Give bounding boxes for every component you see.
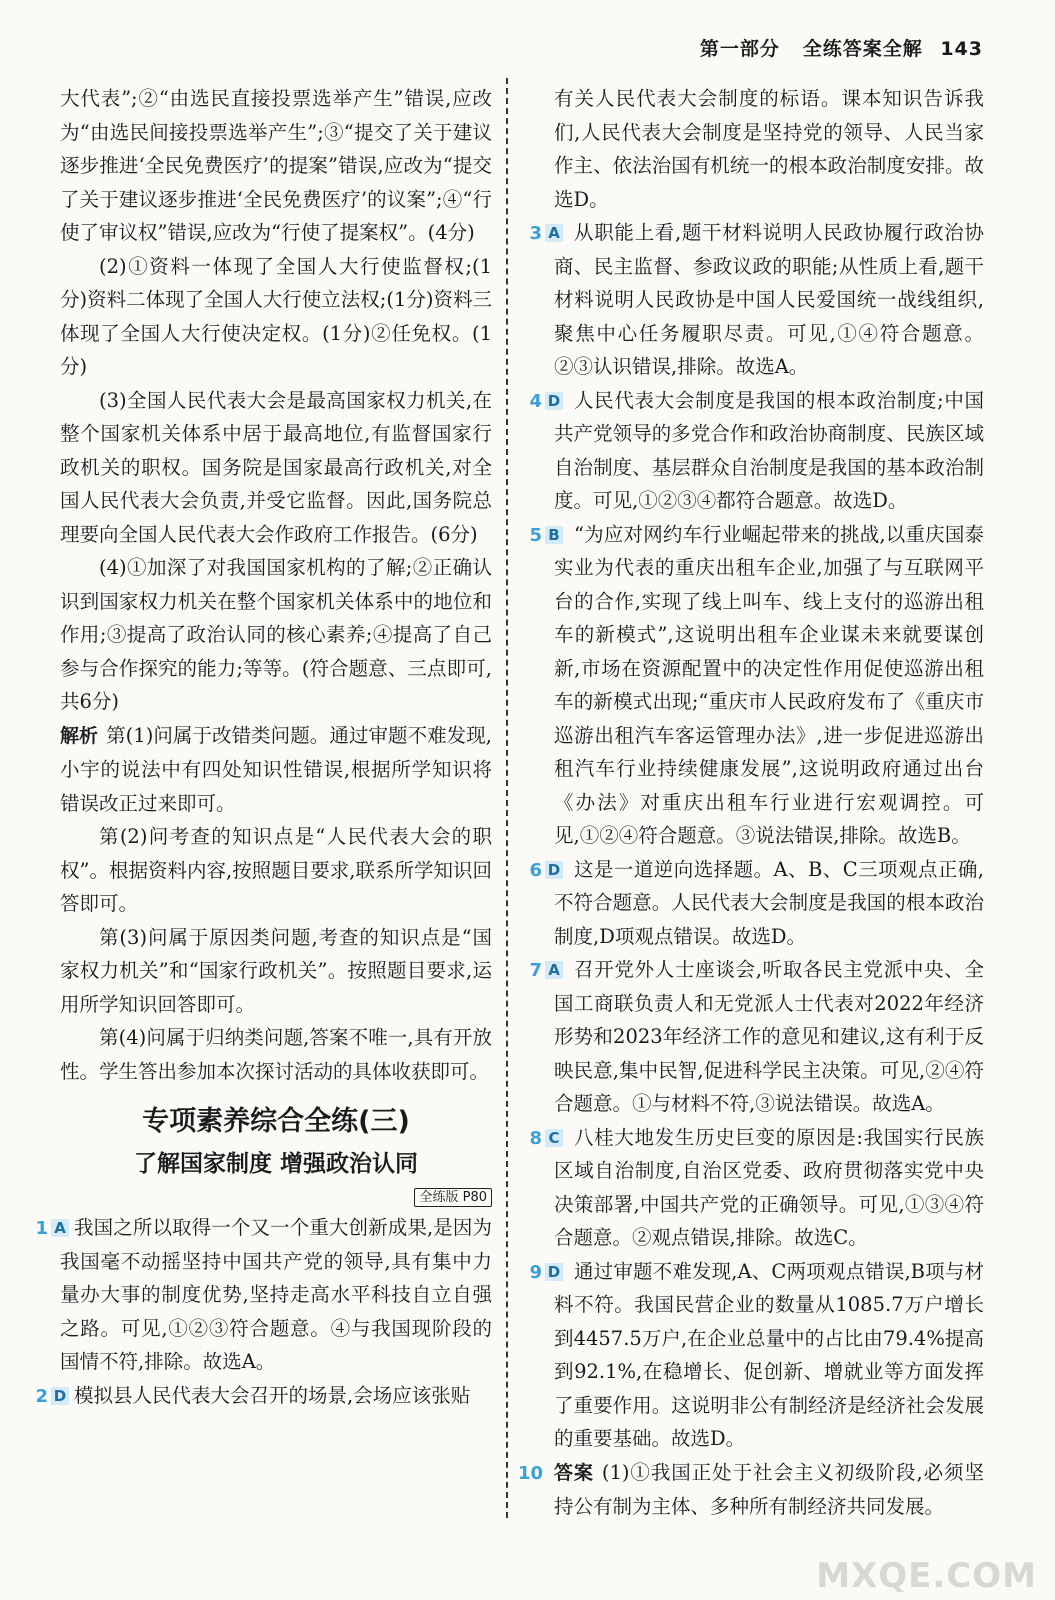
- answer-text: (1)①我国正处于社会主义初级阶段,必须坚持公有制为主体、多种所有制经济共同发展。: [554, 1460, 984, 1518]
- answer-paragraph-4: (4)①加深了对我国国家机构的了解;②正确认识到国家权力机关在整个国家机关体系中的地位和作用;③提高了政治认同的核心素养;④提高了自己参与合作探究的能力;等等。(符合题意、三点即可,共6分): [60, 556, 492, 713]
- answer-badge: C: [545, 1129, 563, 1147]
- question-text: 召开党外人士座谈会,听取各民主党派中央、全国工商联负责人和无党派人士代表对2022年经济形势和2023年经济工作的意见和建议,这有利于反映民意,集中民智,促进科学民主决策。可见,②④符合题意。①与材料不符,③说法错误。故选A。: [554, 958, 984, 1115]
- question-text: 从职能上看,题干材料说明人民政协履行政治协商、民主监督、参政议政的职能;从性质上看,题干材料说明人民政协是中国人民爱国统一战线组织,聚焦中心任务履职尽责。可见,①④符合题意。②③认识错误,排除。故选A。: [554, 221, 984, 378]
- right-column: [518, 82, 984, 1524]
- watermark: MXQE.COM: [816, 1556, 1037, 1596]
- analysis-paragraph-2: 第(2)问考查的知识点是“人民代表大会的职权”。根据资料内容,按照题目要求,联系所学知识回答即可。: [60, 825, 492, 915]
- answer-badge: D: [51, 1387, 69, 1405]
- question-3: [524, 216, 984, 384]
- analysis-paragraph-3: 第(3)问属于原因类问题,考查的知识点是“国家权力机关”和“国家行政机关”。按照题目要求,运用所学知识回答即可。: [60, 925, 492, 1016]
- answer-badge: A: [51, 1219, 69, 1237]
- question-text: 我国之所以取得一个又一个重大创新成果,是因为我国毫不动摇坚持中国共产党的领导,具有集中力量办大事的制度优势,坚持走高水平科技自立自强之路。可见,①②③符合题意。④与我国现阶段的国情不符,排除。故选A。: [60, 1216, 492, 1373]
- question-text: 这是一道逆向选择题。A、B、C三项观点正确,不符合题意。人民代表大会制度是我国的根本政治制度,D项观点错误。故选D。: [554, 857, 984, 948]
- question-5: [524, 518, 984, 853]
- analysis-label: 解析: [60, 724, 99, 747]
- header-title: 全练答案全解: [802, 38, 923, 60]
- question-number: 9: [529, 1261, 542, 1283]
- question-number: 7: [529, 960, 542, 981]
- edition-tag: 全练版 P80: [414, 1188, 492, 1207]
- column-divider: [506, 78, 508, 1518]
- question-number: 5: [529, 524, 542, 546]
- question-text: 通过审题不难发现,A、C两项观点错误,B项与材料不符。我国民营企业的数量从1085.7万户增长到4457.5万户,在企业总量中的占比由79.4%提高到92.1%,在稳增长、促创新、增就业等方面发挥了重要作用。这说明非公有制经济是经济社会发展的重要基础。故选D。: [554, 1259, 984, 1450]
- question-1: [35, 1211, 492, 1379]
- answer-badge: D: [545, 1263, 563, 1281]
- answer-badge: D: [545, 392, 563, 410]
- answer-label: 答案: [554, 1461, 594, 1484]
- section-title: 专项素养综合全练(三): [142, 1106, 410, 1137]
- page-header: [700, 34, 983, 61]
- section-subtitle: 了解国家制度 增强政治认同: [133, 1151, 418, 1177]
- analysis-paragraph-4: 第(4)问属于归纳类问题,答案不唯一,具有开放性。学生答出参加本次探讨活动的具体收获即可。: [60, 1026, 492, 1083]
- analysis-text-1: 第(1)问属于改错类问题。通过审题不难发现,小宇的说法中有四处知识性错误,根据所学知识将错误改正过来即可。: [60, 723, 492, 815]
- page-number: 143: [940, 38, 983, 60]
- question-4: [524, 384, 984, 518]
- question-6: [524, 853, 984, 954]
- question-text: 模拟县人民代表大会召开的场景,会场应该张贴: [74, 1383, 471, 1407]
- answer-paragraph-2: (2)①资料一体现了全国人大行使监督权;(1分)资料二体现了全国人大行使立法权;(1分)资料三体现了全国人大行使决定权。(1分)②任免权。(1分): [60, 254, 492, 378]
- question-8: [524, 1121, 984, 1255]
- answer-badge: A: [545, 224, 563, 242]
- question-number: 6: [529, 859, 542, 881]
- question-9: [524, 1255, 984, 1456]
- question-number: 1: [35, 1218, 48, 1239]
- question-number: 2: [35, 1385, 48, 1407]
- question-text: “为应对网约车行业崛起带来的挑战,以重庆国泰实业为代表的重庆出租车企业,加强了与互联网平台的合作,实现了线上叫车、线上支付的巡游出租车的新模式”,这说明出租车企业谋未来就要谋创新,市场在资源配置中的决定性作用促使巡游出租车的新模式出现;“重庆市人民政府发布了《重庆市巡游出租汽车客运管理办法》,进一步促进巡游出租汽车行业持续健康发展”,这说明政府通过出台《办法》对重庆出租车行业进行宏观调控。可见,①②④符合题意。③说法错误,排除。故选B。: [554, 522, 984, 847]
- answer-paragraph-3: (3)全国人民代表大会是最高国家权力机关,在整个国家机关体系中居于最高地位,有监督国家行政机关的职权。国务院是国家最高行政机关,对全国人民代表大会负责,并受它监督。因此,国务院总理要向全国人民代表大会作政府工作报告。(6分): [60, 388, 492, 546]
- answer-paragraph-1: 大代表”;②“由选民直接投票选举产生”错误,应改为“由选民间接投票选举产生”;③“提交了关于建议逐步推进‘全民免费医疗’的提案”错误,应改为“提交了关于建议逐步推进‘全民免费医疗’的议案”;④“行使了审议权”错误,应改为“行使了提案权”。(4分): [60, 87, 492, 244]
- question-text: 八桂大地发生历史巨变的原因是:我国实行民族区域自治制度,自治区党委、政府贯彻落实党中央决策部署,中国共产党的正确领导。可见,①③④符合题意。②观点错误,排除。故选C。: [554, 1125, 984, 1249]
- question-10: [518, 1456, 984, 1524]
- question-number: 10: [518, 1462, 544, 1484]
- question-number: 3: [529, 223, 542, 244]
- question-2: [35, 1379, 492, 1413]
- answer-badge: A: [545, 961, 563, 979]
- question-text: 人民代表大会制度是我国的根本政治制度;中国共产党领导的多党合作和政治协商制度、民族区域自治制度、基层群众自治制度是我国的基本政治制度。可见,①②③④都符合题意。故选D。: [554, 388, 984, 512]
- answer-badge: D: [545, 861, 563, 879]
- left-column: [35, 82, 492, 1412]
- question-number: 8: [529, 1127, 542, 1149]
- question-text: [554, 1456, 984, 1524]
- header-part: 第一部分: [699, 38, 780, 60]
- answer-badge: B: [545, 526, 563, 544]
- analysis-paragraph-1: [60, 719, 492, 821]
- question-2-continued: 有关人民代表大会制度的标语。课本知识告诉我们,人民代表大会制度是坚持党的领导、人民当家作主、依法治国有机统一的根本政治制度安排。故选D。: [554, 87, 984, 211]
- question-7: [524, 953, 984, 1121]
- question-number: 4: [529, 390, 542, 412]
